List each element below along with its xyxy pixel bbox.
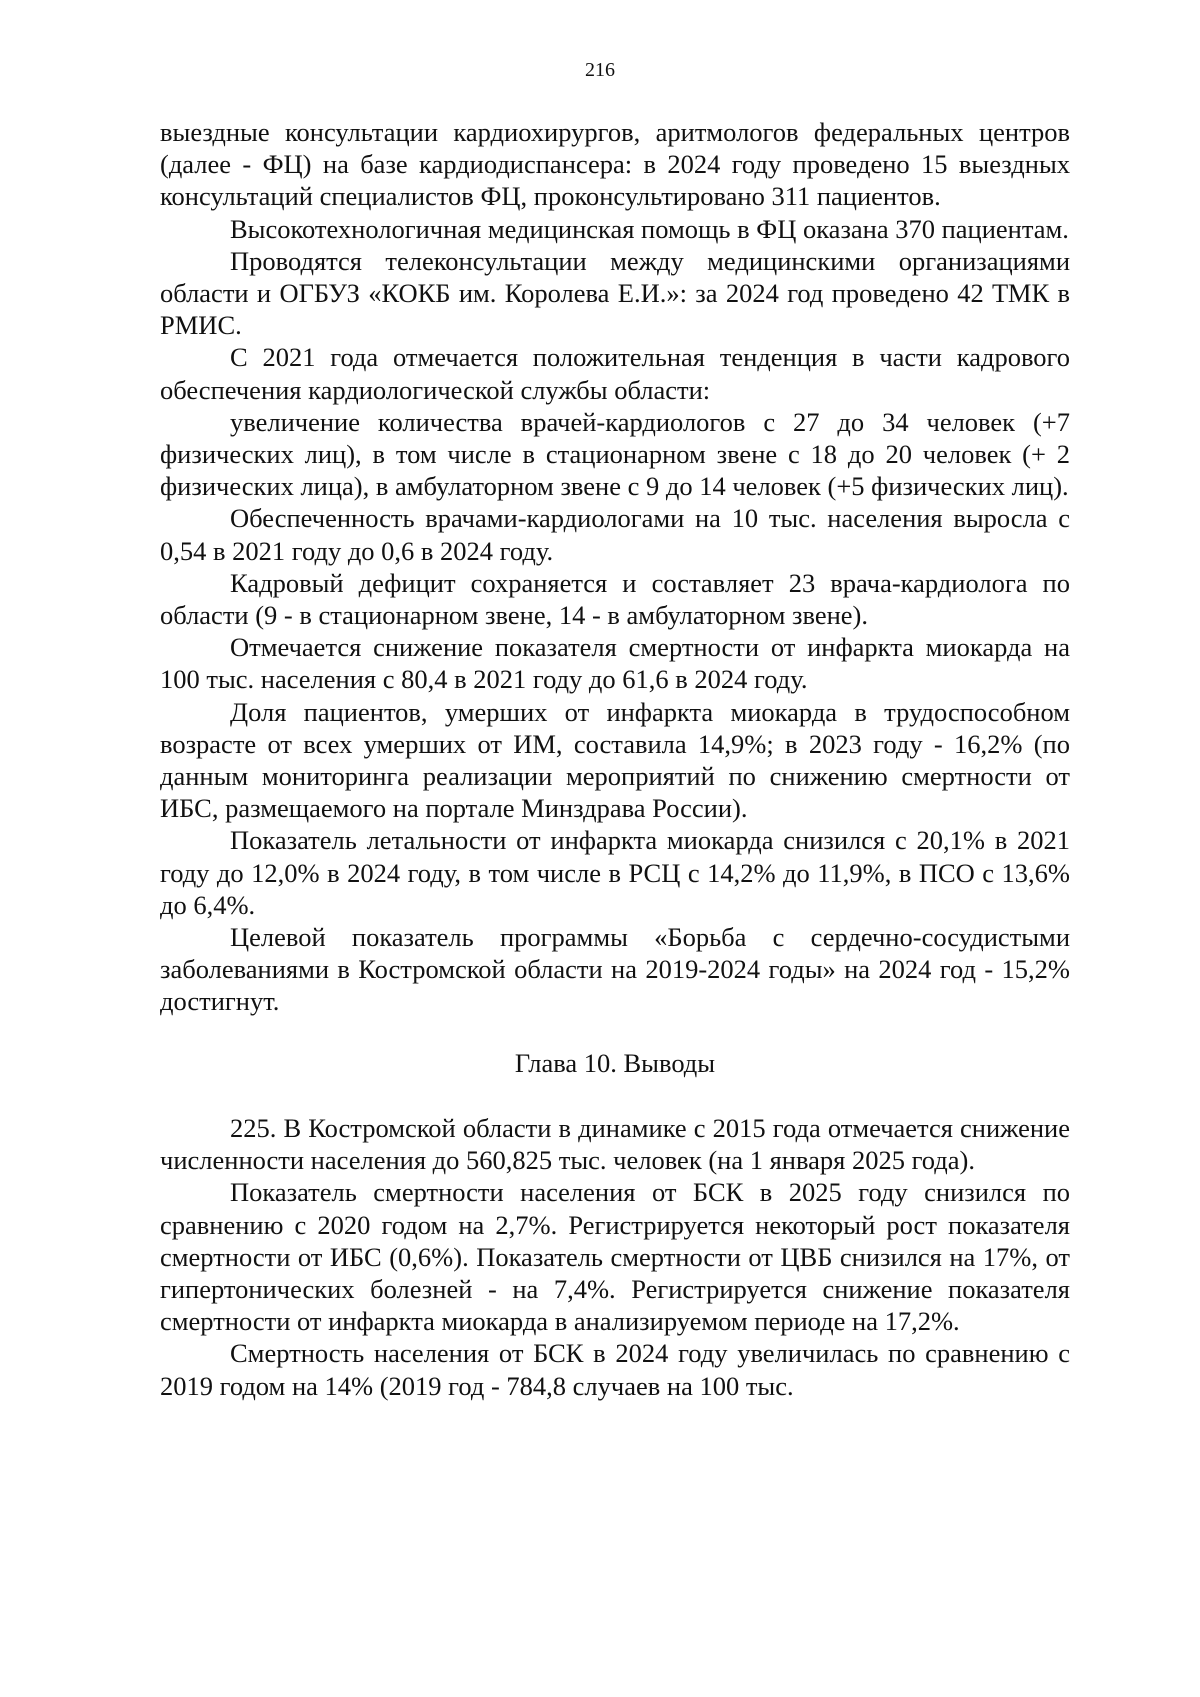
paragraph-staff-deficit: Кадровый дефицит сохраняется и составляет 23 врача-кардиолога по области (9 - в стационарном звене, 14 - в амбулаторном звене). <box>160 567 1070 631</box>
paragraph-mi-mortality-decrease: Отмечается снижение показателя смертности от инфаркта миокарда на 100 тыс. населения с 80,4 в 2021 году до 61,6 в 2024 году. <box>160 632 1070 695</box>
paragraph-fc-consultations: выездные консультации кардиохирургов, аритмологов федеральных центров (далее - ФЦ) на базе кардиодиспансера: в 2024 году проведено 15 выездных консультаций специалистов ФЦ, проконсультировано 311 пациентов. <box>160 117 1070 212</box>
page-number: 216 <box>585 59 615 81</box>
paragraph-high-tech-care: Высокотехнологичная медицинская помощь в ФЦ оказана 370 пациентам. <box>230 213 1069 244</box>
paragraph-cardiologist-increase: увеличение количества врачей-кардиологов с 27 до 34 человек (+7 физических лиц), в том числе в стационарном звене с 18 до 20 человек (+ 2 физических лица), в амбулаторном звене с 9 до 14 человек (+5 физических лиц). <box>160 406 1070 502</box>
paragraph-target-indicator: Целевой показатель программы «Борьба с сердечно-сосудистыми заболеваниями в Костромской области на 2019-2024 годы» на 2024 год - 15,2% достигнут. <box>160 922 1070 1017</box>
paragraph-bsk-mortality-2024: Смертность населения от БСК в 2024 году увеличилась по сравнению с 2019 годом на 14% (2019 год - 784,8 случаев на 100 тыс. <box>160 1338 1070 1401</box>
paragraph-population-decline: 225. В Костромской области в динамике с 2015 года отмечается снижение численности населения до 560,825 тыс. человек (на 1 января 2025 года). <box>160 1112 1070 1176</box>
chapter-heading: Глава 10. Выводы <box>514 1047 716 1078</box>
paragraph-teleconsultations: Проводятся телеконсультации между медицинскими организациями области и ОГБУЗ «КОКБ им. Королева Е.И.»: за 2024 год проведено 42 ТМК в РМИС. <box>160 245 1070 341</box>
paragraph-cardiologist-availability: Обеспеченность врачами-кардиологами на 10 тыс. населения выросла с 0,54 в 2021 году до 0,6 в 2024 году. <box>160 503 1070 566</box>
paragraph-working-age-mi-share: Доля пациентов, умерших от инфаркта миокарда в трудоспособном возрасте от всех умерших от ИМ, составила 14,9%; в 2023 году - 16,2% (по данным мониторинга реализации мероприятий по снижению смертности от ИБС, размещаемого на портале Минздрава России). <box>160 696 1070 824</box>
page-content <box>160 116 1070 1402</box>
paragraph-staffing-trend: С 2021 года отмечается положительная тенденция в части кадрового обеспечения кардиологической службы области: <box>160 342 1070 405</box>
paragraph-mi-lethality: Показатель летальности от инфаркта миокарда снизился с 20,1% в 2021 году до 12,0% в 2024 году, в том числе в РСЦ с 14,2% до 11,9%, в ПСО с 13,6% до 6,4%. <box>160 825 1070 920</box>
paragraph-bsk-mortality-2025: Показатель смертности населения от БСК в 2025 году снизился по сравнению с 2020 годом на 2,7%. Регистрируется некоторый рост показателя смертности от ИБС (0,6%). Показатель смертности от ЦВБ снизился на 17%, от гипертонических болезней - на 7,4%. Регистрируется снижение показателя смертности от инфаркта миокарда в анализируемом периоде на 17,2%. <box>160 1177 1070 1337</box>
